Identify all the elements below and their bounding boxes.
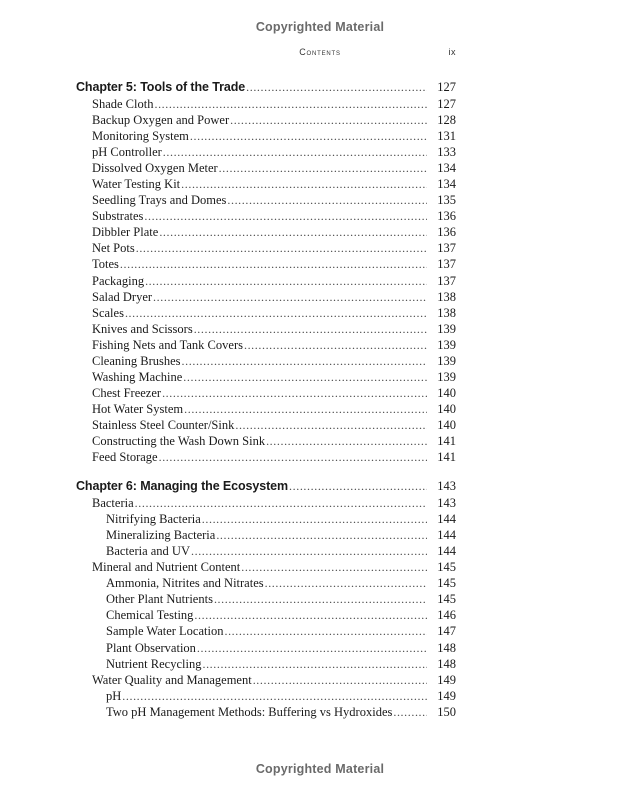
toc-entry-page-number: 138 [437, 305, 456, 320]
toc-entry-label: Mineral and Nutrient Content [92, 560, 241, 575]
toc-entry[interactable] [76, 128, 456, 144]
toc-entry-label: Sample Water Location [106, 624, 224, 639]
toc-entry-page-number: 136 [437, 225, 456, 240]
toc-entry-page-number: 149 [437, 672, 456, 687]
toc-entry-page-number: 128 [437, 113, 456, 128]
toc-entry-label: Water Quality and Management [92, 672, 252, 687]
toc-entry[interactable] [76, 192, 456, 208]
copyright-watermark-bottom: Copyrighted Material [255, 762, 385, 776]
toc-entry[interactable] [76, 591, 456, 607]
toc-entry-page-number: 145 [437, 560, 456, 575]
toc-entry-label: Shade Cloth [92, 97, 154, 111]
toc-entry[interactable] [76, 337, 456, 353]
toc-entry-page-number: 144 [437, 528, 456, 543]
toc-entry-page-number: 133 [437, 145, 456, 160]
leader-dots [202, 656, 427, 672]
toc-entry-page-number: 139 [437, 353, 456, 368]
toc-entry[interactable] [76, 656, 456, 672]
toc-entry[interactable] [76, 176, 456, 192]
toc-entry-page-number: 134 [437, 161, 456, 176]
toc-entry[interactable] [76, 495, 456, 511]
leader-dots [163, 144, 427, 160]
toc-entry-label: Net Pots [92, 241, 135, 256]
toc-entry-label: Mineralizing Bacteria [106, 528, 216, 543]
leader-dots [241, 559, 427, 575]
leader-dots [145, 273, 427, 289]
toc-entry-label: Water Testing Kit [92, 177, 181, 192]
toc-entry-label: Fishing Nets and Tank Covers [92, 337, 243, 352]
toc-entry-page-number: 139 [437, 337, 456, 352]
toc-entry-label: Monitoring System [92, 129, 189, 144]
toc-entry[interactable] [76, 449, 456, 465]
leader-dots [289, 477, 427, 495]
toc-entry-page-number: 135 [437, 193, 456, 208]
toc-entry-label: pH Controller [92, 145, 162, 160]
chapter-title: Chapter 5: Tools of the Trade [76, 80, 246, 94]
toc-entry[interactable] [76, 640, 456, 656]
toc-entry-label: Totes [92, 257, 119, 272]
leader-dots [202, 511, 427, 527]
leader-dots [253, 672, 427, 688]
leader-dots [162, 385, 427, 401]
leader-dots [219, 160, 427, 176]
toc-entry-label: Knives and Scissors [92, 321, 193, 336]
toc-entry-page-number: 145 [437, 592, 456, 607]
toc-entry[interactable] [76, 527, 456, 543]
toc-entry[interactable] [76, 160, 456, 176]
toc-entry-label: Nitrifying Bacteria [106, 512, 201, 527]
toc-entry-label: Backup Oxygen and Power [92, 113, 230, 128]
leader-dots [230, 112, 427, 128]
leader-dots [135, 495, 427, 511]
toc-entry-page-number: 148 [437, 640, 456, 655]
toc-entry-page-number: 140 [437, 385, 456, 400]
toc-entry-label: Dibbler Plate [92, 225, 159, 240]
toc-entry[interactable] [76, 607, 456, 623]
toc-entry-label: Packaging [92, 273, 145, 288]
toc-entry-label: Other Plant Nutrients [106, 592, 213, 607]
toc-entry-label: Feed Storage [92, 450, 158, 465]
leader-dots [244, 337, 427, 353]
leader-dots [216, 527, 427, 543]
table-of-contents [76, 78, 456, 720]
toc-entry[interactable] [76, 401, 456, 417]
chapter-heading[interactable] [76, 78, 456, 96]
toc-entry[interactable] [76, 96, 456, 112]
toc-entry-page-number: 134 [437, 177, 456, 192]
toc-entry-page-number: 146 [437, 608, 456, 623]
toc-entry-page-number: 140 [437, 401, 456, 416]
leader-dots [125, 305, 427, 321]
toc-entry[interactable] [76, 543, 456, 559]
leader-dots [224, 623, 427, 639]
toc-entry-page-number: 138 [437, 289, 456, 304]
toc-entry[interactable] [76, 305, 456, 321]
running-head-title: Contents [299, 47, 341, 57]
chapter-page-number: 127 [437, 80, 456, 94]
chapter-heading[interactable] [76, 477, 456, 495]
toc-entry[interactable] [76, 240, 456, 256]
toc-entry-label: Cleaning Brushes [92, 353, 181, 368]
toc-entry[interactable] [76, 417, 456, 433]
toc-entry-page-number: 131 [437, 129, 456, 144]
toc-entry-label: Bacteria and UV [106, 544, 190, 559]
leader-dots [153, 289, 427, 305]
toc-entry-label: Dissolved Oxygen Meter [92, 161, 218, 176]
leader-dots [194, 607, 427, 623]
toc-entry-label: Ammonia, Nitrites and Nitrates [106, 576, 264, 591]
toc-entry[interactable] [76, 208, 456, 224]
toc-entry-page-number: 150 [437, 704, 456, 719]
leader-dots [235, 417, 427, 433]
leader-dots [265, 575, 427, 591]
toc-entry[interactable] [76, 623, 456, 639]
toc-entry[interactable] [76, 672, 456, 688]
leader-dots [197, 640, 427, 656]
toc-entry[interactable] [76, 559, 456, 575]
toc-entry[interactable] [76, 321, 456, 337]
toc-entry-label: Seedling Trays and Domes [92, 193, 227, 208]
chapter-spacer [76, 465, 456, 477]
toc-entry[interactable] [76, 385, 456, 401]
toc-entry-label: Chemical Testing [106, 608, 194, 623]
toc-entry[interactable] [76, 144, 456, 160]
toc-entry-page-number: 141 [437, 450, 456, 465]
toc-entry[interactable] [76, 433, 456, 449]
toc-entry-page-number: 140 [437, 417, 456, 432]
leader-dots [144, 208, 427, 224]
leader-dots [214, 591, 427, 607]
leader-dots [154, 96, 427, 112]
toc-entry-page-number: 143 [437, 496, 456, 511]
leader-dots [159, 224, 427, 240]
toc-entry-label: Two pH Management Methods: Buffering vs Hydroxides [106, 704, 393, 719]
toc-entry[interactable] [76, 112, 456, 128]
toc-entry-page-number: 137 [437, 241, 456, 256]
toc-entry-label: Bacteria [92, 496, 134, 511]
toc-entry-page-number: 139 [437, 369, 456, 384]
toc-entry-label: pH [106, 688, 122, 703]
leader-dots [194, 321, 427, 337]
leader-dots [181, 176, 427, 192]
toc-entry-page-number: 127 [437, 97, 456, 111]
toc-entry[interactable] [76, 369, 456, 385]
leader-dots [159, 449, 427, 465]
leader-dots [190, 128, 427, 144]
toc-entry-label: Scales [92, 305, 124, 320]
leader-dots [184, 401, 427, 417]
toc-entry[interactable] [76, 575, 456, 591]
toc-entry-page-number: 144 [437, 544, 456, 559]
toc-entry-page-number: 137 [437, 273, 456, 288]
leader-dots [122, 688, 427, 704]
toc-entry-label: Hot Water System [92, 401, 184, 416]
toc-entry-page-number: 145 [437, 576, 456, 591]
chapter-page-number: 143 [437, 479, 456, 494]
leader-dots [266, 433, 427, 449]
leader-dots [183, 369, 427, 385]
toc-entry-page-number: 137 [437, 257, 456, 272]
toc-entry-page-number: 144 [437, 512, 456, 527]
leader-dots [120, 256, 427, 272]
toc-entry[interactable] [76, 688, 456, 704]
toc-entry[interactable] [76, 224, 456, 240]
chapter-title: Chapter 6: Managing the Ecosystem [76, 479, 289, 494]
toc-entry-label: Chest Freezer [92, 385, 162, 400]
chapter-5-section [76, 78, 456, 465]
leader-dots [191, 543, 427, 559]
toc-entry[interactable] [76, 273, 456, 289]
toc-entry[interactable] [76, 511, 456, 527]
toc-entry[interactable] [76, 353, 456, 369]
toc-entry-page-number: 147 [437, 624, 456, 639]
toc-entry-page-number: 141 [437, 433, 456, 448]
toc-entry[interactable] [76, 256, 456, 272]
toc-entry-label: Plant Observation [106, 640, 196, 655]
leader-dots [227, 192, 427, 208]
leader-dots [182, 353, 427, 369]
toc-entry-label: Substrates [92, 209, 144, 224]
running-head-page-number: ix [448, 47, 456, 57]
toc-entry-page-number: 149 [437, 688, 456, 703]
copyright-watermark-top: Copyrighted Material [255, 20, 385, 34]
toc-entry-label: Constructing the Wash Down Sink [92, 433, 266, 448]
toc-entry[interactable] [76, 704, 456, 720]
toc-entry-label: Stainless Steel Counter/Sink [92, 417, 235, 432]
toc-entry-label: Nutrient Recycling [106, 656, 202, 671]
chapter-6-section [76, 477, 456, 720]
toc-entry-page-number: 136 [437, 209, 456, 224]
toc-entry-page-number: 148 [437, 656, 456, 671]
toc-entry-label: Salad Dryer [92, 289, 153, 304]
leader-dots [136, 240, 427, 256]
toc-entry[interactable] [76, 289, 456, 305]
toc-entry-page-number: 139 [437, 321, 456, 336]
leader-dots [393, 704, 427, 720]
leader-dots [246, 78, 427, 96]
toc-entry-label: Washing Machine [92, 369, 183, 384]
